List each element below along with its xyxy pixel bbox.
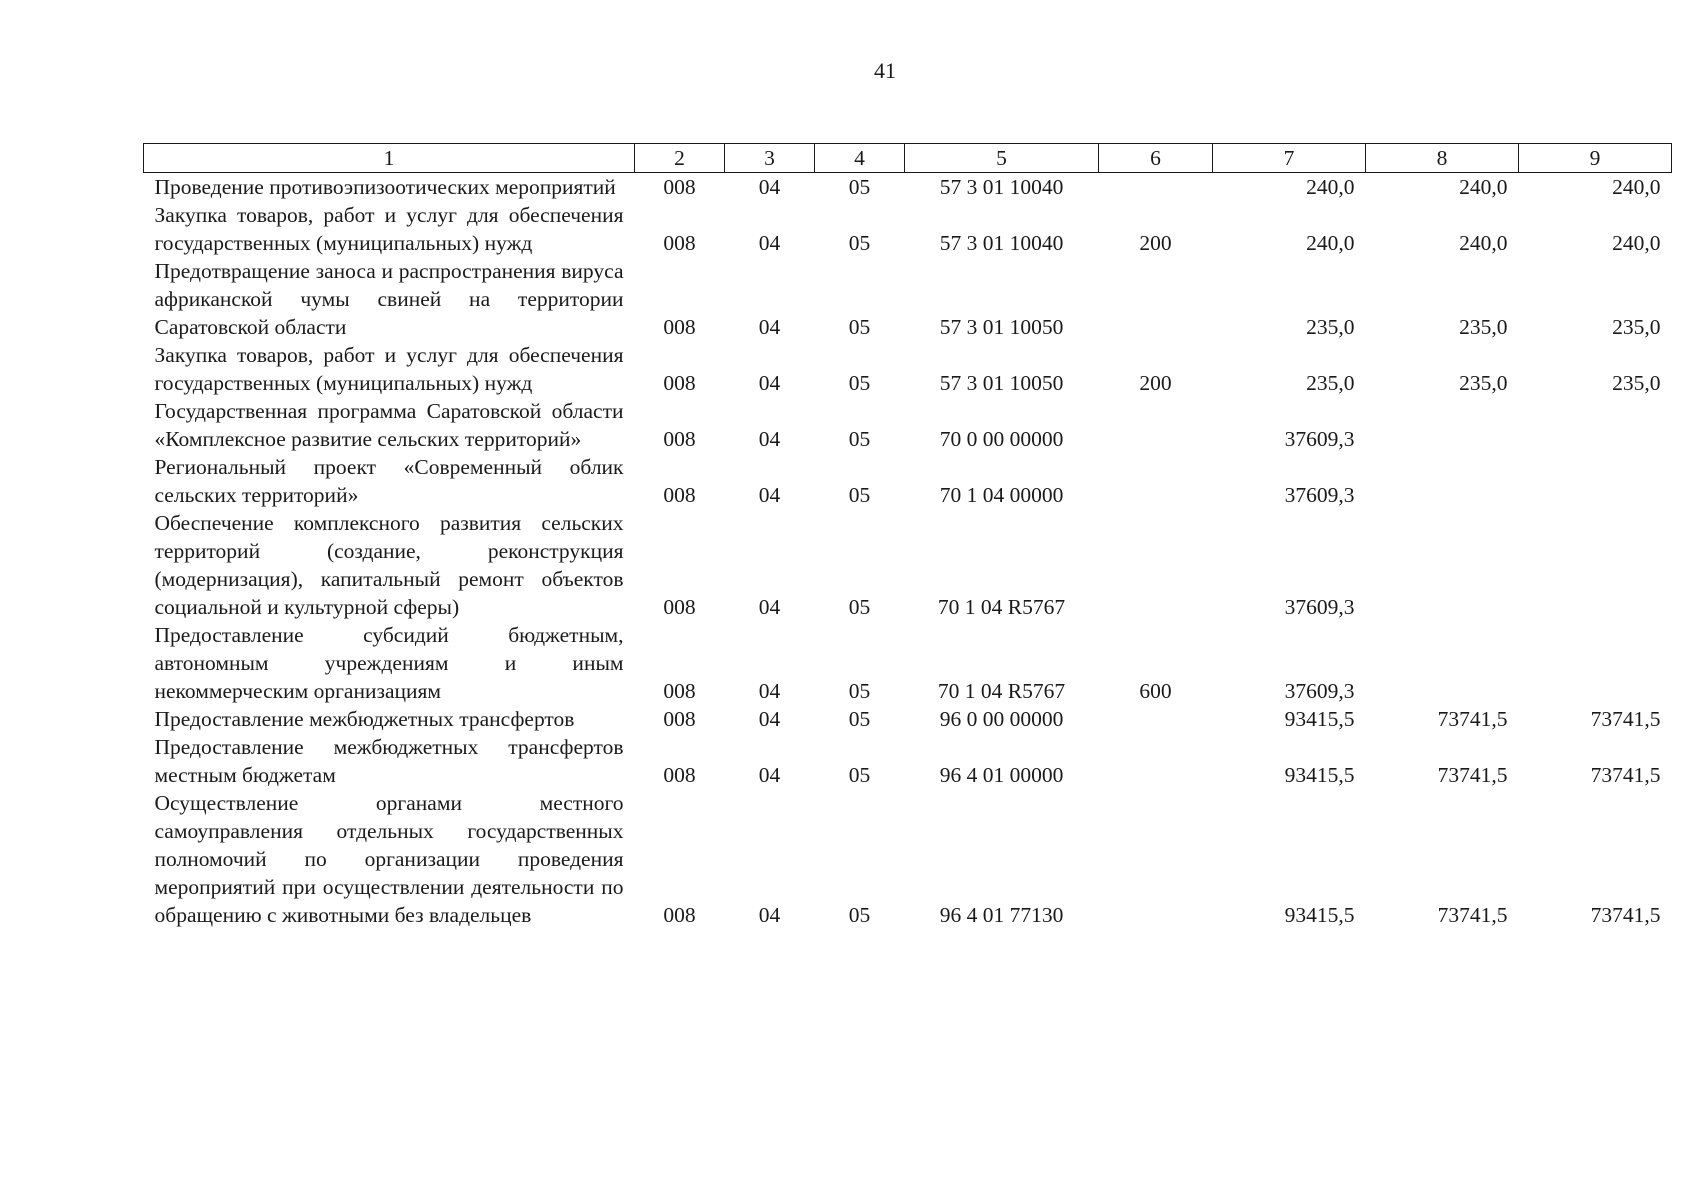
col-5-code: 57 3 01 10040 (939, 231, 1064, 255)
col-6-code: 200 (1139, 231, 1172, 255)
col-4-code: 05 (848, 679, 871, 703)
col-6-code (1099, 173, 1213, 202)
col-7-amount: 240,0 (1306, 231, 1355, 255)
col-5-code: 96 4 01 77130 (939, 903, 1064, 927)
col-6-code (1099, 257, 1213, 341)
row-description: Осуществление органами местного самоуправления отдельных государственных полномочий по организации проведения мероприятий при осуществлении деятельности по обращению с животными без владельцев (154, 791, 624, 927)
col-9-amount (1519, 509, 1672, 621)
table-row (144, 397, 1672, 453)
page-number: 41 (874, 58, 896, 83)
col-4-code: 05 (848, 763, 871, 787)
row-description: Предоставление межбюджетных трансфертов местным бюджетам (154, 735, 624, 787)
header-cell-5: 5 (905, 144, 1099, 173)
col-7-amount: 37609,3 (1284, 679, 1355, 703)
col-8-amount (1366, 621, 1519, 705)
table-row (144, 453, 1672, 509)
col-9-amount: 235,0 (1612, 315, 1661, 339)
col-5-code: 70 1 04 R5767 (937, 679, 1066, 703)
col-2-code: 008 (663, 595, 696, 619)
col-3-code: 04 (758, 483, 781, 507)
col-7-amount: 93415,5 (1284, 707, 1355, 731)
col-6-code: 200 (1139, 371, 1172, 395)
col-9-amount: 235,0 (1612, 371, 1661, 395)
col-2-code: 008 (663, 427, 696, 451)
row-description: Закупка товаров, работ и услуг для обеспечения государственных (муниципальных) нужд (154, 203, 624, 255)
col-9-amount: 73741,5 (1590, 707, 1661, 731)
col-2-code: 008 (663, 483, 696, 507)
col-3-code: 04 (758, 763, 781, 787)
table-row (144, 173, 1672, 202)
col-6-code: 600 (1139, 679, 1172, 703)
col-5-code: 96 0 00 00000 (939, 707, 1064, 731)
col-5-code: 57 3 01 10050 (939, 371, 1064, 395)
col-5-code: 57 3 01 10040 (939, 175, 1064, 199)
table-header (144, 144, 1672, 173)
table-row (144, 733, 1672, 789)
col-4-code: 05 (848, 595, 871, 619)
row-description: Предоставление субсидий бюджетным, автономным учреждениям и иным некоммерческим организациям (154, 623, 624, 703)
col-8-amount: 235,0 (1459, 371, 1508, 395)
col-4-code: 05 (848, 427, 871, 451)
col-7-amount: 93415,5 (1284, 763, 1355, 787)
col-8-amount: 235,0 (1459, 315, 1508, 339)
col-6-code (1099, 733, 1213, 789)
table-row (144, 201, 1672, 257)
col-8-amount (1366, 509, 1519, 621)
col-2-code: 008 (663, 175, 696, 199)
col-8-amount (1366, 397, 1519, 453)
col-4-code: 05 (848, 903, 871, 927)
row-description: Региональный проект «Современный облик сельских территорий» (154, 455, 624, 507)
col-9-amount: 73741,5 (1590, 763, 1661, 787)
row-description: Предоставление межбюджетных трансфертов (154, 707, 575, 731)
col-3-code: 04 (758, 679, 781, 703)
col-3-code: 04 (758, 427, 781, 451)
col-9-amount (1519, 453, 1672, 509)
col-5-code: 70 1 04 R5767 (937, 595, 1066, 619)
header-cell-9: 9 (1519, 144, 1672, 173)
col-8-amount: 73741,5 (1437, 763, 1508, 787)
col-5-code: 70 1 04 00000 (939, 483, 1064, 507)
row-description: Закупка товаров, работ и услуг для обеспечения государственных (муниципальных) нужд (154, 343, 624, 395)
row-description: Предотвращение заноса и распространения вируса африканской чумы свиней на территории Саратовской области (154, 259, 624, 339)
col-7-amount: 93415,5 (1284, 903, 1355, 927)
col-4-code: 05 (848, 231, 871, 255)
table-row (144, 705, 1672, 733)
col-6-code (1099, 453, 1213, 509)
row-description: Обеспечение комплексного развития сельских территорий (создание, реконструкция (модернизация), капитальный ремонт объектов социальной и культурной сферы) (154, 511, 624, 619)
col-7-amount: 235,0 (1306, 315, 1355, 339)
col-9-amount: 73741,5 (1590, 903, 1661, 927)
col-7-amount: 37609,3 (1284, 595, 1355, 619)
col-4-code: 05 (848, 483, 871, 507)
col-3-code: 04 (758, 903, 781, 927)
header-cell-2: 2 (635, 144, 725, 173)
col-9-amount (1519, 397, 1672, 453)
col-2-code: 008 (663, 903, 696, 927)
col-2-code: 008 (663, 763, 696, 787)
col-3-code: 04 (758, 371, 781, 395)
col-3-code: 04 (758, 707, 781, 731)
col-4-code: 05 (848, 175, 871, 199)
header-row (144, 144, 1672, 173)
budget-table (143, 143, 1672, 929)
col-2-code: 008 (663, 231, 696, 255)
table-row (144, 621, 1672, 705)
col-4-code: 05 (848, 371, 871, 395)
col-6-code (1099, 397, 1213, 453)
col-3-code: 04 (758, 315, 781, 339)
col-5-code: 96 4 01 00000 (939, 763, 1064, 787)
col-3-code: 04 (758, 595, 781, 619)
col-5-code: 70 0 00 00000 (939, 427, 1064, 451)
col-2-code: 008 (663, 315, 696, 339)
col-2-code: 008 (663, 371, 696, 395)
table-body (144, 173, 1672, 930)
table-row (144, 509, 1672, 621)
col-2-code: 008 (663, 707, 696, 731)
header-cell-6: 6 (1099, 144, 1213, 173)
col-4-code: 05 (848, 707, 871, 731)
col-8-amount: 73741,5 (1437, 707, 1508, 731)
table-row (144, 257, 1672, 341)
header-cell-4: 4 (815, 144, 905, 173)
header-cell-8: 8 (1366, 144, 1519, 173)
col-8-amount: 240,0 (1459, 175, 1508, 199)
col-7-amount: 240,0 (1306, 175, 1355, 199)
col-9-amount (1519, 621, 1672, 705)
table-row (144, 341, 1672, 397)
col-6-code (1099, 789, 1213, 929)
row-description: Проведение противоэпизоотических мероприятий (154, 175, 616, 199)
col-7-amount: 37609,3 (1284, 427, 1355, 451)
table-row (144, 789, 1672, 929)
col-7-amount: 235,0 (1306, 371, 1355, 395)
col-6-code (1099, 705, 1213, 733)
col-8-amount (1366, 453, 1519, 509)
row-description: Государственная программа Саратовской области «Комплексное развитие сельских территорий» (154, 399, 624, 451)
header-cell-1: 1 (144, 144, 635, 173)
col-3-code: 04 (758, 231, 781, 255)
col-3-code: 04 (758, 175, 781, 199)
header-cell-7: 7 (1213, 144, 1366, 173)
col-4-code: 05 (848, 315, 871, 339)
col-6-code (1099, 509, 1213, 621)
header-cell-3: 3 (725, 144, 815, 173)
col-7-amount: 37609,3 (1284, 483, 1355, 507)
col-2-code: 008 (663, 679, 696, 703)
col-8-amount: 73741,5 (1437, 903, 1508, 927)
col-9-amount: 240,0 (1612, 175, 1661, 199)
col-5-code: 57 3 01 10050 (939, 315, 1064, 339)
col-9-amount: 240,0 (1612, 231, 1661, 255)
col-8-amount: 240,0 (1459, 231, 1508, 255)
